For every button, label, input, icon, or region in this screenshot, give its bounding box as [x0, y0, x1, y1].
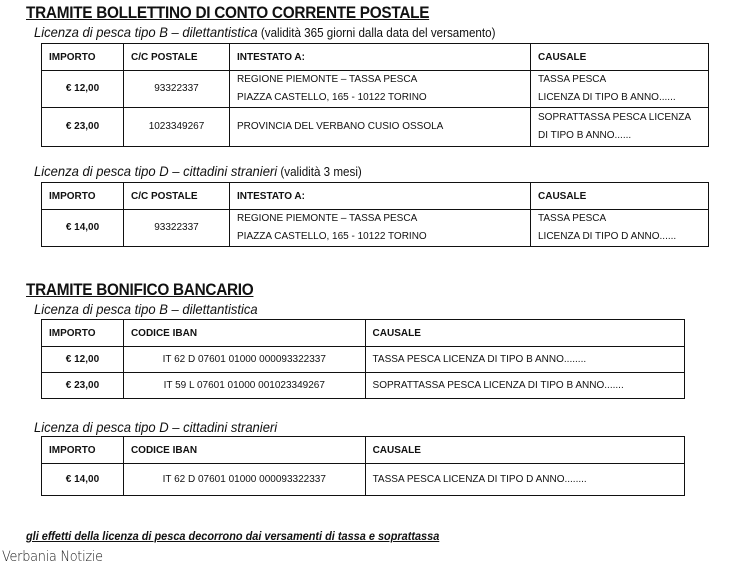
table-row	[42, 71, 709, 108]
iban-cell: IT 59 L 07601 01000 001023349267	[123, 373, 365, 399]
bank-license-d-subtitle	[34, 419, 277, 435]
bank-section-title: TRAMITE BONIFICO BANCARIO	[26, 281, 254, 299]
subtitle-main: Licenza di pesca tipo B – dilettantistica	[34, 301, 258, 317]
intestato-cell	[230, 71, 531, 108]
intestato-line-1: REGIONE PIEMONTE – TASSA PESCA	[237, 74, 418, 85]
causale-line-2: LICENZA DI TIPO D ANNO......	[538, 231, 677, 242]
importo-cell: € 23,00	[42, 108, 124, 147]
conto-cell: 93322337	[124, 210, 230, 247]
header-importo: IMPORTO	[42, 44, 124, 71]
header-importo: IMPORTO	[42, 183, 124, 210]
header-causale: CAUSALE	[365, 320, 684, 347]
iban-cell: IT 62 D 07601 01000 000093322337	[123, 347, 365, 373]
subtitle-main: Licenza di pesca tipo D – cittadini stranieri	[34, 163, 278, 179]
intestato-cell	[230, 210, 531, 247]
header-iban: CODICE IBAN	[123, 437, 365, 464]
causale-line-1: SOPRATTASSA PESCA LICENZA	[538, 112, 692, 123]
header-causale: CAUSALE	[531, 44, 709, 71]
conto-cell: 93322337	[124, 71, 230, 108]
table-row	[42, 464, 685, 496]
header-causale: CAUSALE	[365, 437, 684, 464]
table-header-row	[42, 44, 709, 71]
source-credit: Verbania Notizie	[2, 549, 103, 565]
importo-cell: € 12,00	[42, 347, 124, 373]
bank-license-b-table	[41, 319, 685, 399]
table-row	[42, 373, 685, 399]
postal-license-b-subtitle	[34, 24, 495, 40]
header-iban: CODICE IBAN	[123, 320, 365, 347]
header-causale: CAUSALE	[531, 183, 709, 210]
causale-line-1: TASSA PESCA	[538, 213, 607, 224]
postal-license-d-subtitle	[34, 163, 362, 179]
conto-cell: 1023349267	[124, 108, 230, 147]
table-header-row	[42, 437, 685, 464]
subtitle-main: Licenza di pesca tipo B – dilettantistica	[34, 24, 258, 40]
table-header-row	[42, 183, 709, 210]
causale-cell: TASSA PESCA LICENZA DI TIPO B ANNO........	[365, 347, 684, 373]
footnote: gli effetti della licenza di pesca decorrono dai versamenti di tassa e soprattassa	[26, 531, 440, 543]
header-importo: IMPORTO	[42, 437, 124, 464]
intestato-line-1: REGIONE PIEMONTE – TASSA PESCA	[237, 213, 418, 224]
intestato-line-2: PIAZZA CASTELLO, 165 - 10122 TORINO	[237, 231, 427, 242]
importo-cell: € 23,00	[42, 373, 124, 399]
causale-cell	[531, 210, 709, 247]
importo-cell: € 12,00	[42, 71, 124, 108]
postal-license-b-table	[41, 43, 709, 147]
causale-cell	[531, 71, 709, 108]
intestato-line-2: PIAZZA CASTELLO, 165 - 10122 TORINO	[237, 92, 427, 103]
table-header-row	[42, 320, 685, 347]
header-conto: C/C POSTALE	[124, 183, 230, 210]
importo-cell: € 14,00	[42, 464, 124, 496]
table-row	[42, 347, 685, 373]
subtitle-note: (validità 365 giorni dalla data del versamento)	[257, 26, 496, 40]
bank-license-b-subtitle	[34, 301, 258, 317]
iban-cell: IT 62 D 07601 01000 000093322337	[123, 464, 365, 496]
subtitle-note: (validità 3 mesi)	[277, 165, 362, 179]
causale-cell: SOPRATTASSA PESCA LICENZA DI TIPO B ANNO.......	[365, 373, 684, 399]
causale-line-1: TASSA PESCA	[538, 74, 607, 85]
causale-line-2: DI TIPO B ANNO......	[538, 130, 632, 141]
header-conto: C/C POSTALE	[124, 44, 230, 71]
causale-cell: TASSA PESCA LICENZA DI TIPO D ANNO........	[365, 464, 684, 496]
bank-license-d-table	[41, 436, 685, 496]
subtitle-main: Licenza di pesca tipo D – cittadini stranieri	[34, 419, 278, 435]
header-importo: IMPORTO	[42, 320, 124, 347]
header-intestato: INTESTATO A:	[230, 183, 531, 210]
importo-cell: € 14,00	[42, 210, 124, 247]
causale-cell	[531, 108, 709, 147]
postal-section-title: TRAMITE BOLLETTINO DI CONTO CORRENTE POSTALE	[26, 4, 430, 22]
table-row	[42, 210, 709, 247]
intestato-cell: PROVINCIA DEL VERBANO CUSIO OSSOLA	[230, 108, 531, 147]
causale-line-2: LICENZA DI TIPO B ANNO......	[538, 92, 676, 103]
postal-license-d-table	[41, 182, 709, 247]
table-row	[42, 108, 709, 147]
header-intestato: INTESTATO A:	[230, 44, 531, 71]
